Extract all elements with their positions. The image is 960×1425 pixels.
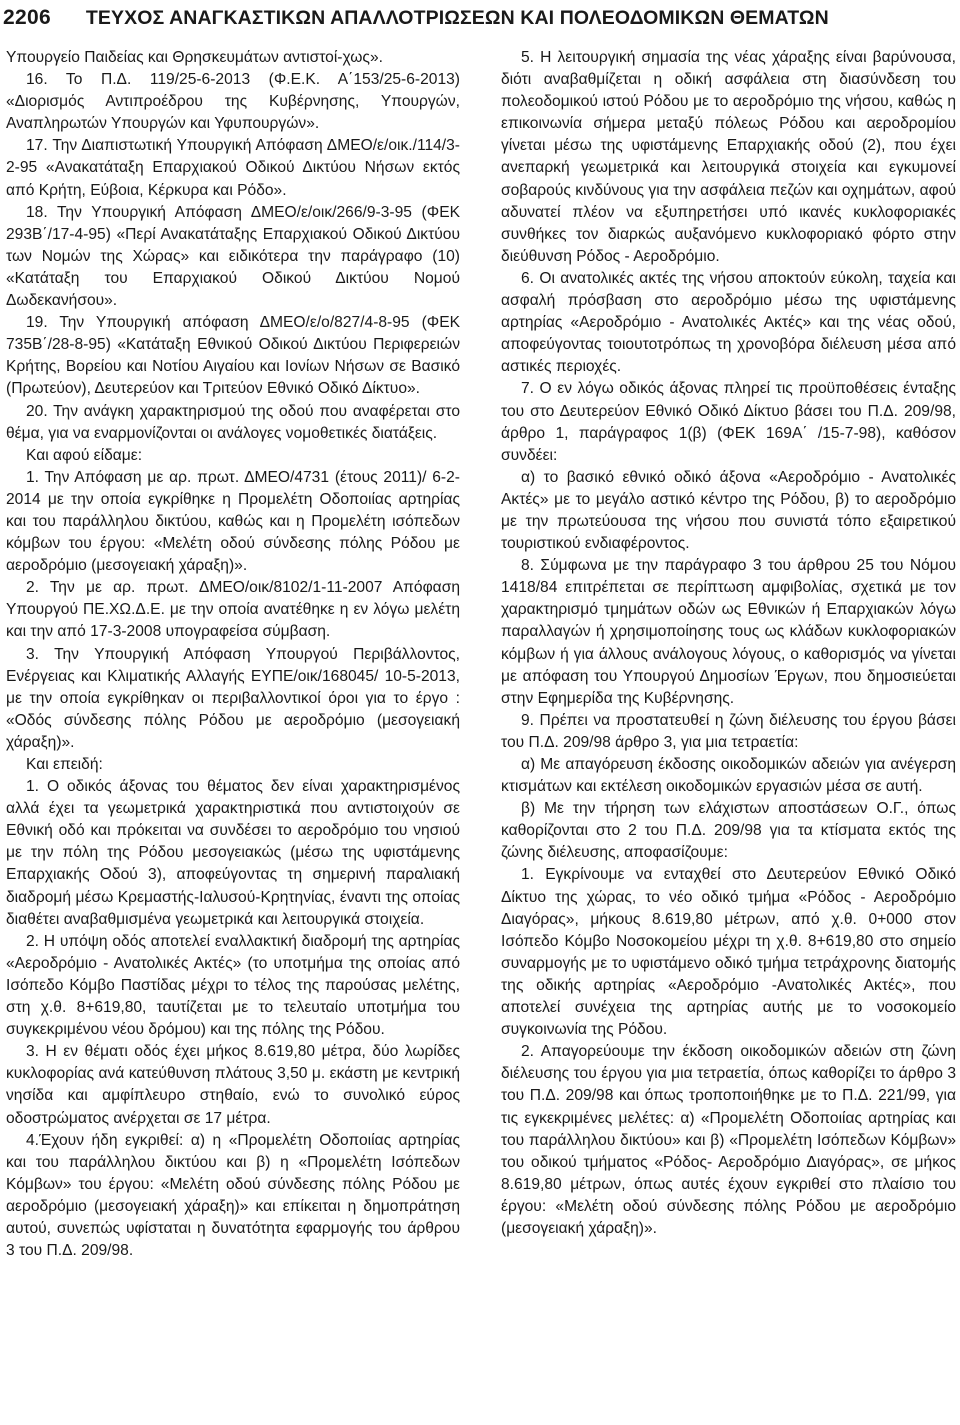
paragraph: 18. Την Υπουργική Απόφαση ΔΜΕΟ/ε/οικ/266/9-3-95 (ΦΕΚ 293Β΄/17-4-95) «Περί Ανακατάταξης Επαρχιακού Οδικού Δικτύου των Νομών της Χώρας» και ειδικότερα την παράγραφο (10) «Κατάταξη του Επαρχιακού Οδικού Δικτύου Νομού Δωδεκανήσου». xyxy=(6,203,460,310)
paragraph: β) Με την τήρηση των ελάχιστων αποστάσεων Ο.Γ., όπως καθορίζονται στο 2 του Π.Δ. 209/98 για τα κτίσματα εκτός της ζώνης διέλευσης, αποφασίζουμε: xyxy=(501,800,956,862)
gazette-issue-title: ΤΕΥΧΟΣ ΑΝΑΓΚΑΣΤΙΚΩΝ ΑΠΑΛΛΟΤΡΙΩΣΕΩΝ ΚΑΙ ΠΟΛΕΟΔΟΜΙΚΩΝ ΘΕΜΑΤΩΝ xyxy=(85,6,829,29)
page-header xyxy=(0,0,960,36)
paragraph: Υπουργείο Παιδείας και Θρησκευμάτων αντιστοί-χως». xyxy=(6,49,383,66)
paragraph: 6. Οι ανατολικές ακτές της νήσου αποκτούν εύκολη, ταχεία και ασφαλή πρόσβαση στο αεροδρόμιο μέσω της υφιστάμενης αρτηρίας «Αεροδρόμιο - Ανατολικές Ακτές» και της νέας οδού, αποφεύγοντας τοιουτοτρόπως τη χρονοβόρα διέλευση μέσα από αστικές περιοχές. xyxy=(501,269,956,376)
page-number: 2206 xyxy=(3,6,51,29)
paragraph: 5. Η λειτουργική σημασία της νέας χάραξης είναι βαρύνουσα, διότι αναβαθμίζεται η οδική ασφάλεια στη διασύνδεση του πολεοδομικού ιστού Ρόδου με το αεροδρόμιο της νήσου, καθώς η επικοινωνία σήμερα μεταξύ πόλεως Ρόδου και αεροδρομίου γίνεται μέσω της υφιστάμενης Επαρχιακής οδού (2), που έχει ανεπαρκή γεωμετρικά και λειτουργικά στοιχεία και εγκυμονεί σοβαρούς κινδύνους για την ασφάλεια πεζών και οχημάτων, αφού αδυνατεί πλέον να εξυπηρετήσει υπό ικανές κυκλοφοριακές συνθήκες τον διαρκώς αυξανόμενο κυκλοφοριακό φόρτο στην διεύθυνση Ρόδος - Αεροδρόμιο. xyxy=(501,49,956,265)
paragraph: 2. Η υπόψη οδός αποτελεί εναλλακτική διαδρομή της αρτηρίας «Αεροδρόμιο - Ανατολικές Ακτές» (το υποτμήμα της οποίας από Ισόπεδο Κόμβο Παστίδας μέχρι το τέλος της παρούσας μελέτης, στη χ.θ. 8+619,80, ταυτίζεται με το τελευταίο υποτμήμα του συγκεκριμένου νέου δρόμου) και της πόλης της Ρόδου. xyxy=(6,932,460,1039)
paragraph: 19. Την Υπουργική απόφαση ΔΜΕΟ/ε/ο/827/4-8-95 (ΦΕΚ 735Β΄/28-8-95) «Κατάταξη Εθνικού Οδικού Δικτύου Περιφερειών Κρήτης, Βορείου και Νοτίου Αιγαίου και Ιονίων Νήσων σε Βασικό (Πρωτεύον), Δευτερεύον και Τριτεύον Εθνικό Οδικό Δίκτυο». xyxy=(6,314,460,398)
paragraph: Και αφού είδαμε: xyxy=(26,446,143,464)
paragraph: α) το βασικό εθνικό οδικό άξονα «Αεροδρόμιο - Ανατολικές Ακτές» με το μεγάλο αστικό κέντρο της Ρόδου, β) το αεροδρόμιο με την πρωτεύουσα της νήσου που συνιστά τόπο εξαιρετικού τουριστικού ενδιαφέροντος. xyxy=(501,468,956,553)
paragraph: 1. Εγκρίνουμε να ενταχθεί στο Δευτερεύον Εθνικό Οδικό Δίκτυο της χώρας, το νέο οδικό τμήμα «Ρόδος - Αεροδρόμιο Διαγόρας», μήκους 8.619,80 μέτρων, από χ.θ. 0+000 στον Ισόπεδο Κόμβο Νοσοκομείου μέχρι τη χ.θ. 8+619,80 στο σημείο συναρμογής με το υφιστάμενο οδικό τμήμα τετράχρονης διατομής της οδικής αρτηρίας «Αεροδρόμιο -Ανατολικές Ακτές», που αποτελεί συνέχεια της αρτηρίας αυτής με το νοσοκομείο συγκοινωνία της Ρόδου. xyxy=(501,866,956,1039)
paragraph: 2. Απαγορεύουμε την έκδοση οικοδομικών αδειών στη ζώνη διέλευσης του έργου για μια τετραετία, όπως καθορίζει το άρθρο 3 του Π.Δ. 209/98 και όπως τροποποιήθηκε με το Π.Δ. 221/99, για τις εγκεκριμένες μελέτες: α) «Προμελέτη Οδοποιίας αρτηρίας και του παράλληλου δικτύου» και β) «Προμελέτη Ισόπεδων Κόμβων» του οδικού τμήματος «Ρόδος- Αεροδρόμιο Διαγόρας», σε μήκος 8.619,80 μέτρων, όπως αυτές έχουν εγκριθεί στο πλαίσιο του έργου: «Μελέτη οδού σύνδεσης πόλης Ρόδου με αεροδρόμιο (μεσογειακή χάραξη)». xyxy=(501,1043,956,1237)
paragraph: 7. Ο εν λόγω οδικός άξονας πληρεί τις προϋποθέσεις ένταξης του στο Δευτερεύον Εθνικό Οδικό Δίκτυο βάσει του Π.Δ. 209/98, άρθρο 1, παράγραφος 1(β) (ΦΕΚ 169Α΄ /15-7-98), καθόσον συνδέει: xyxy=(501,380,956,464)
paragraph: 4.Έχουν ήδη εγκριθεί: α) η «Προμελέτη Οδοποιίας αρτηρίας και του παράλληλου δικτύου και β) η «Προμελέτη Ισόπεδων Κόμβων» του έργου: «Μελέτη οδού σύνδεσης πόλης Ρόδου με αεροδρόμιο (μεσογειακή χάραξη)» και επίκειται η δημοπράτηση αυτού, συνεπώς υφίσταται η δυνατότητα εφαρμογής του άρθρου 3 του Π.Δ. 209/98. xyxy=(6,1131,460,1260)
paragraph: 1. Ο οδικός άξονας του θέματος δεν είναι χαρακτηρισμένος αλλά έχει τα γεωμετρικά χαρακτηριστικά που αντιστοιχούν σε Εθνική οδό και πρόκειται να συνδέσει το αεροδρόμιο του νησιού με την πόλη της Ρόδου μεσογειακώς (μέσω της υφιστάμενης Επαρχιακής Οδού 3), αποφεύγοντας τη σημερινή παραλιακή διαδρομή μέσω Κρεμαστής-Ιαλυσού-Κρητηνίας, έναντι της οποίας διαθέτει αναβαθμισμένα γεωμετρικά και λειτουργικά στοιχεία. xyxy=(6,778,460,928)
paragraph: 1. Την Απόφαση με αρ. πρωτ. ΔΜΕΟ/4731 (έτους 2011)/ 6-2-2014 με την οποία εγκρίθηκε η Προμελέτη Οδοποιίας αρτηρίας και του παράλληλου δικτύου, καθώς και η Προμελέτη ισόπεδων κόμβων του έργου: «Μελέτη οδού σύνδεσης πόλης Ρόδου με αεροδρόμιο (μεσογειακή χάραξη)». xyxy=(6,468,460,575)
paragraph: 3. Η εν θέματι οδός έχει μήκος 8.619,80 μέτρα, δύο λωρίδες κυκλοφορίας ανά κατεύθυνση πλάτους 3,50 μ. εκάστη με κεντρική νησίδα και αμφίπλευρο στηθαίο, ενώ το συνολικό εύρος οδοστρώματος ανέρχεται σε 17 μέτρα. xyxy=(6,1043,460,1127)
paragraph: 17. Την Διαπιστωτική Υπουργική Απόφαση ΔΜΕΟ/ε/οικ./114/3-2-95 «Ανακατάταξη Επαρχιακού Οδικού Δικτύου Νήσων εκτός από Κρήτη, Εύβοια, Κέρκυρα και Ρόδο». xyxy=(6,137,460,199)
paragraph: 2. Την με αρ. πρωτ. ΔΜΕΟ/οικ/8102/1-11-2007 Απόφαση Υπουργού ΠΕ.ΧΩ.Δ.Ε. με την οποία ανατέθηκε η εν λόγω μελέτη και την από 17-3-2008 υπογραφείσα σύμβαση. xyxy=(6,579,460,641)
paragraph: 20. Την ανάγκη χαρακτηρισμού της οδού που αναφέρεται στο θέμα, για να εναρμονίζονται οι ανάλογες νομοθετικές διατάξεις. xyxy=(6,402,460,442)
left-text-column xyxy=(6,47,460,1262)
right-text-column xyxy=(501,47,956,1240)
paragraph: Και επειδή: xyxy=(26,756,103,773)
paragraph: 16. Το Π.Δ. 119/25-6-2013 (Φ.Ε.Κ. Α΄153/25-6-2013) «Διορισμός Αντιπροέδρου της Κυβέρνησης, Υπουργών, Αναπληρωτών Υπουργών και Υφυπουργών». xyxy=(6,71,460,133)
paragraph: 8. Σύμφωνα με την παράγραφο 3 του άρθρου 25 του Νόμου 1418/84 επιτρέπεται σε περίπτωση αμφιβολίας, σχετικά με τον χαρακτηρισμό τμημάτων οδών ως Εθνικών ή Επαρχιακών λόγω παραλλαγών ή χρησιμοποίησης τους ως κλάδων κυκλοφοριακών κόμβων ή για άλλους ανάλογους λόγους, ο καθορισμός να γίνεται με απόφαση του Υπουργού Δημοσίων Έργων, που δημοσιεύεται στην Εφημερίδα της Κυβέρνησης. xyxy=(501,557,956,707)
paragraph: 9. Πρέπει να προστατευθεί η ζώνη διέλευσης του έργου βάσει του Π.Δ. 209/98 άρθρο 3, για μια τετραετία: xyxy=(501,711,956,751)
paragraph: 3. Την Υπουργική Απόφαση Υπουργού Περιβάλλοντος, Ενέργειας και Κλιματικής Αλλαγής ΕΥΠΕ/οικ/168045/ 10-5-2013, με την οποία εγκρίθηκαν οι περιβαλλοντικοί όροι για το έργο : «Οδός σύνδεσης πόλης Ρόδου με αεροδρόμιο (μεσογειακή χάραξη)». xyxy=(6,645,460,751)
paragraph: α) Με απαγόρευση έκδοσης οικοδομικών αδειών για ανέγερση κτισμάτων και εκτέλεση οικοδομικών εργασιών μέσα σε αυτή. xyxy=(501,756,956,796)
